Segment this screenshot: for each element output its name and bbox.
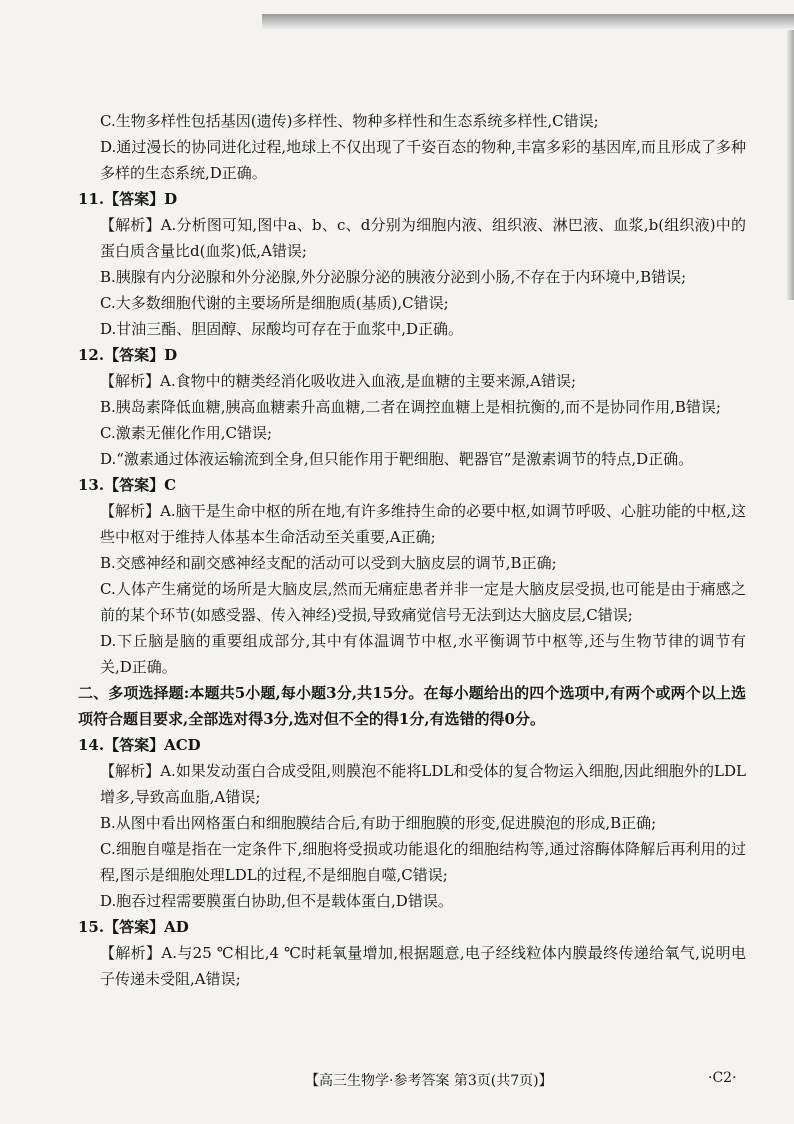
explanation-line: D.通过漫长的协同进化过程,地球上不仅出现了千姿百态的物种,丰富多彩的基因库,而且形成了多种多样的生态系统,D正确。	[100, 138, 746, 182]
explanation-line: 【解析】A.分析图可知,图中a、b、c、d分别为细胞内液、组织液、淋巴液、血浆,b(组织液)中的蛋白质含量比d(血浆)低,A错误;	[100, 216, 746, 260]
explanation-line: D.甘油三酯、胆固醇、尿酸均可存在于血浆中,D正确。	[100, 320, 464, 338]
section-heading: 二、多项选择题:本题共5小题,每小题3分,共15分。在每小题给出的四个选项中,有两个或两个以上选项符合题目要求,全部选对得3分,选对但不全的得1分,有选错的得0分。	[78, 684, 746, 728]
answer-heading: 15.【答案】AD	[78, 918, 189, 936]
answer-heading: 13.【答案】C	[78, 476, 177, 494]
explanation-line: B.交感神经和副交感神经支配的活动可以受到大脑皮层的调节,B正确;	[100, 554, 557, 572]
explanation-line: C.大多数细胞代谢的主要场所是细胞质(基质),C错误;	[100, 294, 449, 312]
scan-edge-top	[262, 14, 794, 30]
explanation-line: C.生物多样性包括基因(遗传)多样性、物种多样性和生态系统多样性,C错误;	[100, 112, 599, 130]
answer-content	[78, 108, 746, 992]
explanation-line: 【解析】A.与25 ℃相比,4 ℃时耗氧量增加,根据题意,电子经线粒体内膜最终传递给氧气,说明电子传递未受阻,A错误;	[100, 944, 746, 988]
answer-heading: 11.【答案】D	[78, 190, 178, 208]
explanation-line: 【解析】A.如果发动蛋白合成受阻,则膜泡不能将LDL和受体的复合物运入细胞,因此细胞外的LDL增多,导致高血脂,A错误;	[100, 762, 746, 806]
explanation-line: 【解析】A.脑干是生命中枢的所在地,有许多维持生命的必要中枢,如调节呼吸、心脏功能的中枢,这些中枢对于维持人体基本生命活动至关重要,A正确;	[100, 502, 746, 546]
explanation-line: D.胞吞过程需要膜蛋白协助,但不是载体蛋白,D错误。	[100, 892, 453, 910]
explanation-line: C.激素无催化作用,C错误;	[100, 424, 273, 442]
explanation-line: B.胰腺有内分泌腺和外分泌腺,外分泌腺分泌的胰液分泌到小肠,不存在于内环境中,B错误;	[100, 268, 687, 286]
answer-heading: 12.【答案】D	[78, 346, 178, 364]
explanation-line: C.细胞自噬是指在一定条件下,细胞将受损或功能退化的细胞结构等,通过溶酶体降解后再利用的过程,图示是细胞处理LDL的过程,不是细胞自噬,C错误;	[100, 840, 746, 884]
page-footer	[0, 1070, 794, 1090]
footer-title: 【高三生物学·参考答案 第3页(共7页)】	[305, 1073, 553, 1089]
explanation-line: D.下丘脑是脑的重要组成部分,其中有体温调节中枢,水平衡调节中枢等,还与生物节律的调节有关,D正确。	[100, 632, 746, 676]
answer-heading: 14.【答案】ACD	[78, 736, 201, 754]
explanation-line: C.人体产生痛觉的场所是大脑皮层,然而无痛症患者并非一定是大脑皮层受损,也可能是由于痛感之前的某个环节(如感受器、传入神经)受损,导致痛觉信号无法到达大脑皮层,C错误;	[100, 580, 746, 624]
scan-edge-right	[786, 30, 794, 300]
explanation-line: B.胰岛素降低血糖,胰高血糖素升高血糖,二者在调控血糖上是相抗衡的,而不是协同作用,B错误;	[100, 398, 721, 416]
explanation-line: D.“激素通过体液运输流到全身,但只能作用于靶细胞、靶器官”是激素调节的特点,D正确。	[100, 450, 694, 468]
footer-code: ·C2·	[708, 1070, 737, 1086]
explanation-line: 【解析】A.食物中的糖类经消化吸收进入血液,是血糖的主要来源,A错误;	[100, 372, 577, 390]
explanation-line: B.从图中看出网格蛋白和细胞膜结合后,有助于细胞膜的形变,促进膜泡的形成,B正确;	[100, 814, 657, 832]
